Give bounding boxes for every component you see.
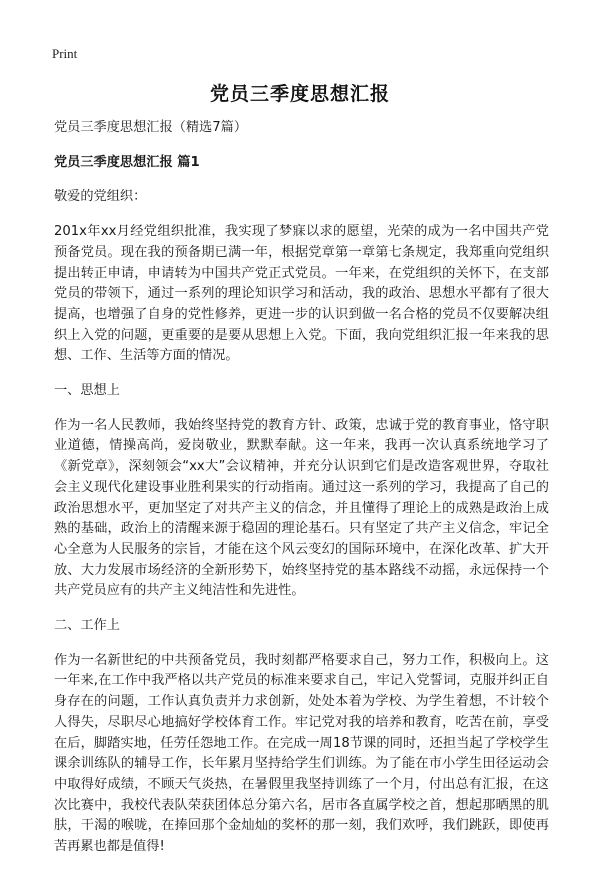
document-subtitle: 党员三季度思想汇报（精选7篇）: [54, 120, 248, 135]
paragraph-2: 作为一名人民教师，我始终坚持党的教育方针、政策，忠诚于党的教育事业，恪守职业道德，情操高尚，爱岗敬业，默默奉献。这一年来，我再一次认真系统地学习了《新党章》，深刻领会“xx大”会议精神，并充分认识到它们是改造客观世界，夺取社会主义现代化建设事业胜利果实的行动指南。通过这一系列的学习，我提高了自己的政治思想水平，更加坚定了对共产主义的信念，并且懂得了理论上的成熟是政治上成熟的基础，政治上的清醒来源于稳固的理论基石。只有坚定了共产主义信念，牢记全心全意为人民服务的宗旨，才能在这个风云变幻的国际环境中，在深化改革、扩大开放、大力发展市场经济的全新形势下，始终坚持党的基本路线不动摇，永远保持一个共产党员应有的共产主义纯洁性和先进性。: [54, 417, 549, 599]
paragraph-3: 作为一名新世纪的中共预备党员，我时刻都严格要求自己，努力工作，积极向上。这一年来,在工作中我严格以共产党员的标准来要求自己，牢记入党誓词，克服并纠正自身存在的问题，工作认真负责并力求创新，处处本着为学校、为学生着想，不计较个人得失，尽职尽心地搞好学校体育工作。牢记党对我的培养和教育，吃苦在前，享受在后，脚踏实地，任劳任怨地工作。在完成一周18节课的同时，还担当起了学校学生课余训练队的辅导工作，长年累月坚持给学生们训练。为了能在市小学生田径运动会中取得好成绩，不顾天气炎热，在暑假里我坚持训练了一个月，付出总有汇报，在这次比赛中，我校代表队荣获团体总分第六名，居市各直属学校之首，想起那晒黑的肌肤，干渴的喉咙，在捧回那个金灿灿的奖杯的那一刻，我们欢呼，我们跳跃，即使再苦再累也都是值得!: [54, 652, 549, 855]
document-title: 党员三季度思想汇报: [209, 83, 390, 105]
greeting: 敬爱的党组织：: [54, 189, 147, 205]
subhead-ideology: 一、思想上: [54, 383, 120, 399]
print-label: Print: [52, 46, 78, 61]
document-body: [54, 118, 549, 872]
subhead-work: 二、工作上: [54, 618, 120, 634]
section-heading: 党员三季度思想汇报 篇1: [54, 154, 200, 170]
paragraph-1: 201x年xx月经党组织批准，我实现了梦寐以求的愿望，光荣的成为一名中国共产党预备党员。现在我的预备期已满一年，根据党章第一章第七条规定，我郑重向党组织提出转正申请，申请转为中国共产党正式党员。一年来，在党组织的关怀下，在支部党员的带领下，通过一系列的理论知识学习和活动，我的政治、思想水平都有了很大提高，也增强了自身的党性修养，更进一步的认识到做一名合格的党员不仅要解决组织上入党的问题，更重要的是要从思想上入党。下面，我向党组织汇报一年来我的思想、工作、生活等方面的情况。: [54, 224, 549, 364]
